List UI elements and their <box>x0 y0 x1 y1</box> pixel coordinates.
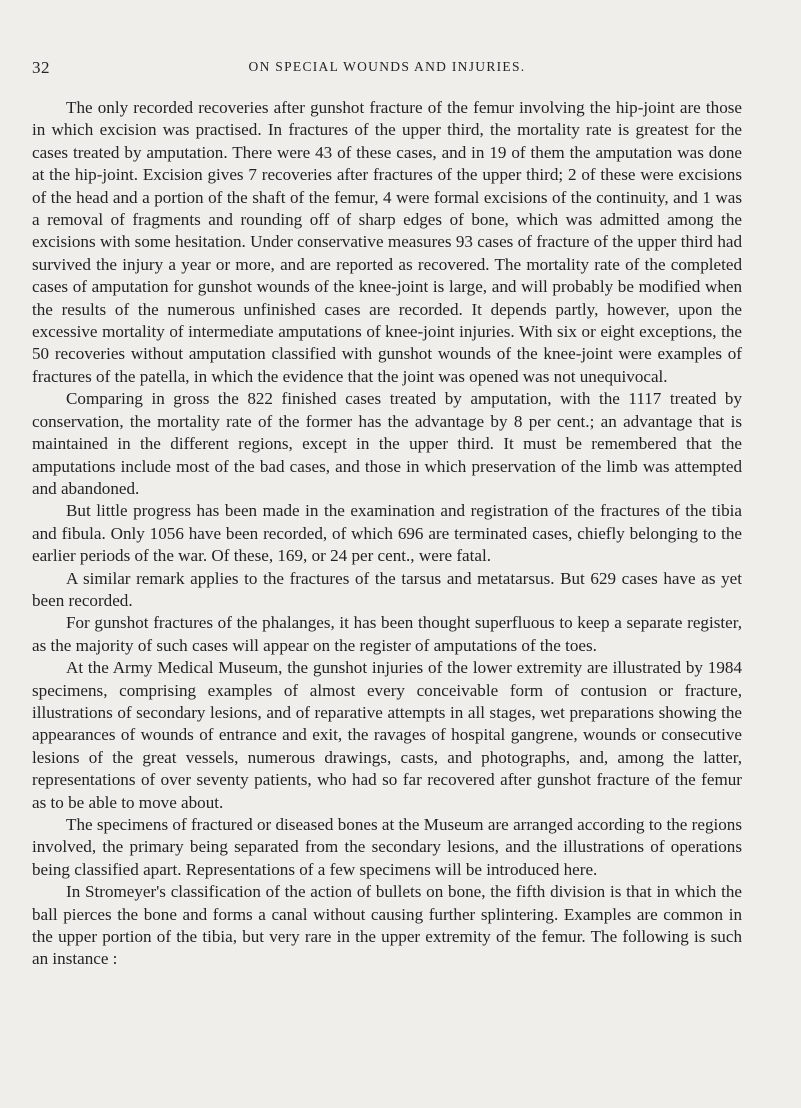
paragraph: Comparing in gross the 822 finished cases treated by amputation, with the 1117 treated by conservation, the mortality rate of the former has the advantage by 8 per cent.; an advantage that is maintained in the different regions, except in the upper third. It must be remembered that the amputations include most of the bad cases, and those in which preservation of the limb was attempted and abandoned. <box>32 389 742 498</box>
paragraph: The only recorded recoveries after gunshot fracture of the femur involving the hip-joint are those in which excision was practised. In fractures of the upper third, the mortality rate is greatest for the cases treated by amputation. There were 43 of these cases, and in 19 of them the amputation was done at the hip-joint. Excision gives 7 recoveries after fractures of the upper third; 2 of these were excisions of the head and a portion of the shaft of the femur, 4 were formal excisions of the continuity, and 1 was a removal of fragments and rounding off of sharp edges of bone, which was admitted among the excisions with some hesitation. Under conservative measures 93 cases of fracture of the upper third had survived the injury a year or more, and are reported as recovered. The mortality rate of the completed cases of amputation for gunshot wounds of the knee-joint is large, and will probably be modified when the results of the numerous unfinished cases are recorded. It depends partly, however, upon the excessive mortality of intermediate amputations of knee-joint injuries. With six or eight exceptions, the 50 recoveries without amputation classified with gunshot wounds of the knee-joint were examples of fractures of the patella, in which the evidence that the joint was opened was not unequivocal. <box>32 98 742 386</box>
page-header <box>32 58 742 80</box>
paragraph: In Stromeyer's classification of the action of bullets on bone, the fifth division is that in which the ball pierces the bone and forms a canal without causing further splintering. Examples are common in the upper portion of the tibia, but very rare in the upper extremity of the femur. The following is such an instance : <box>32 882 742 969</box>
paragraph: At the Army Medical Museum, the gunshot injuries of the lower extremity are illustrated by 1984 specimens, comprising examples of almost every conceivable form of contusion or fracture, illustrations of secondary lesions, and of reparative attempts in all stages, wet preparations showing the appearances of wounds of entrance and exit, the ravages of hospital gangrene, wounds or consecutive lesions of the great vessels, numerous drawings, casts, and photographs, and, among the latter, representations of over seventy patients, who had so far recovered after gunshot fracture of the femur as to be able to move about. <box>32 658 742 812</box>
paragraph: The specimens of fractured or diseased bones at the Museum are arranged according to the regions involved, the primary being separated from the secondary lesions, and the illustrations of operations being classified apart. Representations of a few specimens will be introduced here. <box>32 815 742 879</box>
page-number: 32 <box>32 58 50 77</box>
body-text <box>32 97 742 971</box>
paragraph: But little progress has been made in the examination and registration of the fractures of the tibia and fibula. Only 1056 have been recorded, of which 696 are terminated cases, chiefly belonging to the earlier periods of the war. Of these, 169, or 24 per cent., were fatal. <box>32 501 742 566</box>
running-title: ON SPECIAL WOUNDS AND INJURIES. <box>248 59 526 74</box>
paragraph: For gunshot fractures of the phalanges, it has been thought superfluous to keep a separate register, as the majority of such cases will appear on the register of amputations of the toes. <box>32 613 742 655</box>
paragraph: A similar remark applies to the fractures of the tarsus and metatarsus. But 629 cases have as yet been recorded. <box>32 568 742 610</box>
